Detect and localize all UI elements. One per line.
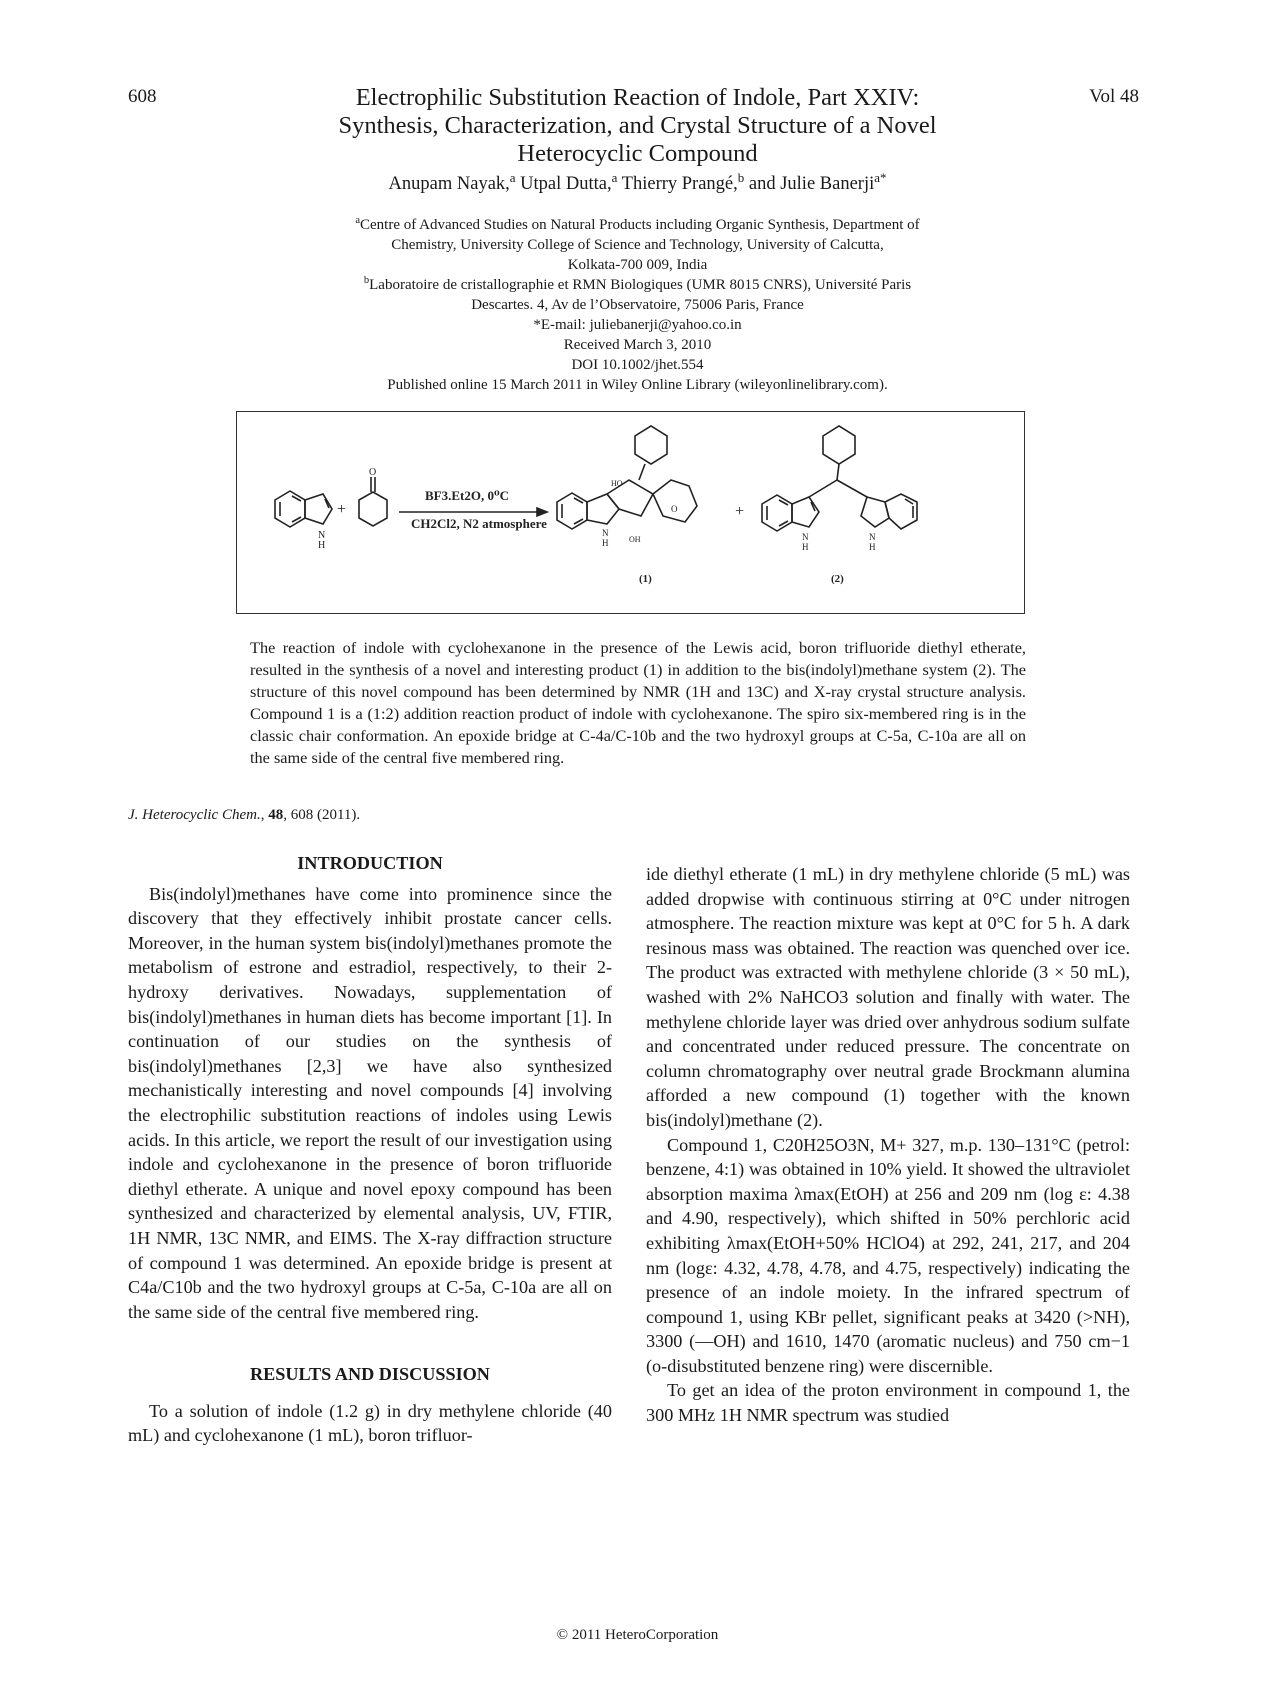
volume-label: Vol 48 [1089, 86, 1139, 107]
cyclohexanone-structure [359, 477, 387, 526]
compound-2-h-label: H [869, 542, 876, 552]
ho-label: HO [611, 479, 623, 488]
results-paragraph-3: To get an idea of the proton environment in compound 1, the 300 MHz 1H NMR spectrum was studied [646, 1380, 1130, 1426]
compound-2-label: (2) [831, 573, 844, 585]
epoxide-o-label: O [671, 504, 678, 514]
affil-text: Chemistry, University College of Science and Technology, University of Calcutta, [391, 237, 884, 253]
compound-1-label: (1) [639, 573, 652, 585]
abstract: The reaction of indole with cyclohexanone in the presence of the Lewis acid, boron trifluoride diethyl etherate, resulted in the synthesis of a novel and interesting product (1) in addition to the bis(indolyl)methane system (2). The structure of this novel compound has been determined by NMR (1H and 13C) and X-ray crystal structure analysis. Compound 1 is a (1:2) addition reaction product of indole with cyclohexanone. The spiro six-membered ring is in the classic chair conformation. An epoxide bridge at C-4a/C-10b and the two hydroxyl groups at C-5a, C-10a are all on the same side of the central five membered ring. [250, 638, 1026, 767]
intro-paragraph: Bis(indolyl)methanes have come into prominence since the discovery that they effectively inhibit prostate cancer cells. Moreover, in the human system bis(indolyl)methanes promote the metabolism of estrone and estradiol, respectively, to their 2-hydroxy derivatives. Nowadays, supplementation of bis(indolyl)methanes in human diets has become important [1]. In continuation of our studies on the synthesis of bis(indolyl)methanes [2,3] we have also synthesized mechanistically interesting and novel compounds [4] involving the electrophilic substitution reactions of indoles using Lewis acids. In this article, we report the result of our investigation using indole and cyclohexanone in the presence of boron trifluoride diethyl etherate. A unique and novel epoxy compound has been synthesized and characterized by elemental analysis, UV, FTIR, 1H NMR, 13C NMR, and EIMS. The X-ray diffraction structure of compound 1 was determined. An epoxide bridge is present at C4a/C10b and the two hydroxyl groups at C-5a, C-10a are all on the same side of the central five membered ring. [128, 883, 612, 1322]
oh-label: OH [629, 535, 641, 544]
affil-text: Descartes. 4, Av de l’Observatoire, 75006 Paris, France [471, 297, 804, 313]
plus-sign: + [735, 503, 745, 520]
affiliation-b [200, 275, 1075, 295]
received-date: Received March 3, 2010 [563, 337, 712, 353]
journal-volume: 48 [268, 807, 284, 823]
title-line: Heterocyclic Compound [517, 140, 758, 167]
affil-mark: b [363, 275, 370, 286]
section-heading: RESULTS AND DISCUSSION [250, 1364, 490, 1385]
compound-2-h-label: H [802, 542, 809, 552]
author-affil-mark: a [611, 169, 618, 185]
email-line: *E-mail: juliebanerji@yahoo.co.in [533, 317, 742, 333]
author-name: and Julie Banerji [748, 174, 875, 194]
author-affil-mark: a* [874, 169, 887, 185]
left-column [128, 851, 612, 1448]
compound-2-n-label: N [869, 532, 876, 542]
compound-2-n-label: N [802, 532, 809, 542]
page-number: 608 [128, 86, 157, 107]
journal-citation: J. Heterocyclic Chem., 48, 608 (2011). [128, 807, 361, 823]
author-name: Utpal Dutta, [520, 174, 612, 194]
affil-text: Kolkata-700 009, India [567, 257, 708, 273]
indole-structure [275, 491, 332, 527]
indole-h-label: H [318, 540, 326, 551]
compound-1-n-label: N [602, 528, 609, 538]
title-line: Electrophilic Substitution Reaction of Indole, Part XXIV: [355, 84, 920, 111]
title-line: Synthesis, Characterization, and Crystal Structure of a Novel [338, 112, 937, 139]
section-heading: INTRODUCTION [297, 853, 443, 873]
citation-rest: , 608 (2011). [283, 807, 361, 823]
affiliations [200, 215, 1075, 395]
author-name: Anupam Nayak, [388, 174, 510, 194]
plus-sign: + [337, 501, 347, 518]
compound-1-h-label: H [602, 538, 609, 548]
carbonyl-o-label: O [369, 467, 377, 478]
results-paragraph-2: Compound 1, C20H25O3N, M+ 327, m.p. 130–131°C (petrol: benzene, 4:1) was obtained in 10% yield. It showed the ultraviolet absorption maxima λmax(EtOH) at 256 and 209 nm (log ε: 4.38 and 4.90, respectively), which shifted in 50% perchloric acid exhibiting λmax(EtOH+50% HClO4) at 292, 241, 217, and 204 nm (logε: 4.32, 4.78, 4.78, and 4.75, respectively) indicating the presence of an indole moiety. In the infrared spectrum of compound 1, using KBr pellet, significant peaks at 3420 (>NH), 3300 (—OH) and 1610, 1470 (aromatic nucleus) and 750 cm−1 (o-disubstituted benzene ring) were discernible. [646, 1134, 1130, 1376]
doi: DOI 10.1002/jhet.554 [571, 357, 704, 373]
journal-name: J. Heterocyclic Chem. [128, 807, 261, 823]
author-affil-mark: a [509, 169, 516, 185]
reaction-scheme-drawing [237, 412, 1026, 615]
affil-text: Laboratoire de cristallographie et RMN Biologiques (UMR 8015 CNRS), Université Paris [369, 277, 912, 293]
compound-2-structure [762, 426, 917, 531]
affil-mark: a [355, 215, 361, 226]
copyright-footer: © 2011 HeteroCorporation [556, 1627, 719, 1643]
right-column [646, 862, 1130, 1428]
affil-text: Centre of Advanced Studies on Natural Products including Organic Synthesis, Department of [360, 217, 920, 233]
arrow-head [537, 508, 547, 516]
published-line: Published online 15 March 2011 in Wiley Online Library (wileyonlinelibrary.com). [387, 377, 888, 393]
results-paragraph: To a solution of indole (1.2 g) in dry methylene chloride (40 mL) and cyclohexanone (1 mL), boron trifluor- [128, 1400, 612, 1446]
reagent-bottom: CH2Cl2, N2 atmosphere [411, 516, 547, 531]
reaction-scheme [236, 411, 1025, 614]
article-title [200, 84, 1075, 168]
indole-n-label: N [318, 530, 326, 541]
reagent-top: BF3.Et2O, 0⁰C [425, 488, 510, 503]
results-paragraph-continued: ide diethyl etherate (1 mL) in dry methylene chloride (5 mL) was added dropwise with continuous stirring at 0°C under nitrogen atmosphere. The reaction mixture was kept at 0°C for 5 h. A dark resinous mass was obtained. The reaction was quenched over ice. The product was extracted with methylene chloride (3 × 50 mL), washed with 2% NaHCO3 solution and finally with water. The methylene chloride layer was dried over anhydrous sodium sulfate and concentrated under reduced pressure. The concentrate on column chromatography over neutral grade Brockmann alumina afforded a new compound (1) together with the known bis(indolyl)methane (2). [646, 864, 1130, 1130]
affiliation-a [200, 215, 1075, 235]
author-list [200, 169, 1075, 195]
author-affil-mark: b [737, 169, 745, 185]
author-name: Thierry Prangé, [621, 174, 738, 194]
